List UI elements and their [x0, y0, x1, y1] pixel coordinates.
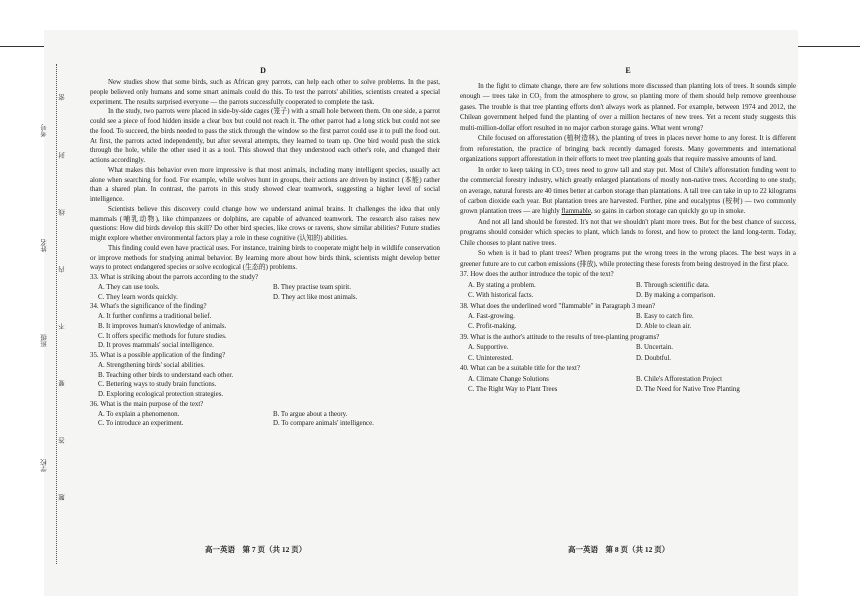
option: B. Chile's Afforestation Project	[636, 375, 723, 383]
option-row	[460, 322, 796, 332]
option: C. It offers specific methods for future studies.	[98, 332, 227, 340]
option: B. Uncertain.	[636, 344, 673, 352]
question-35	[90, 351, 440, 400]
section-letter-d: D	[260, 66, 266, 75]
option-row	[460, 385, 796, 395]
question-stem: 35. What is a possible application of the finding?	[90, 352, 226, 359]
option: B. To argue about a theory.	[273, 410, 348, 418]
binding-margin	[12, 64, 72, 564]
passage-e-paragraph: Chile focused on afforestation (植树造林), the planting of trees in places never home to any forest. It is different from reforestation, the practice of bringing back recently damaged forests. Many governments and international organizations support afforestation in their efforts to meet tree planting goals that require massive amounts of land.	[460, 135, 796, 164]
question-stem: 34. What's the significance of the finding?	[90, 303, 207, 311]
option-row	[90, 332, 440, 342]
option-row	[90, 380, 440, 390]
question-33	[90, 273, 440, 302]
option-row	[460, 354, 796, 364]
option: A. To explain a phenomenon.	[98, 410, 180, 418]
margin-label-name: 姓名	[41, 239, 48, 252]
question-38	[460, 302, 796, 333]
option: A. Supportive.	[468, 344, 509, 352]
passage-e-paragraph: And not all land should be forested. It's not that we shouldn't plant more trees. But for the best chance of success, programs should consider which species to plant, which lands to forest, and how to protect the land long-term. Today, Chile chooses to plant native trees.	[460, 218, 796, 247]
option: C. Uninterested.	[468, 354, 513, 362]
section-letter-e: E	[625, 66, 631, 75]
option: B. Through scientific data.	[636, 281, 710, 289]
option: B. Easy to catch fire.	[636, 312, 694, 320]
seal-char: 不	[59, 323, 66, 330]
option: B. Teaching other birds to understand each other.	[98, 371, 234, 379]
option: A. Strengthening birds' social abilities.	[98, 361, 205, 369]
option: A. They can use tools.	[98, 283, 160, 291]
question-stem: 37. How does the author introduce the topic of the text?	[460, 271, 614, 279]
option: D. Exploring ecological protection strategies.	[98, 391, 224, 398]
option-row	[460, 281, 796, 291]
option: B. They practise team spirit.	[273, 283, 351, 291]
passage-d-paragraph: New studies show that some birds, such as African grey parrots, can help each other to solve problems. In the past, people believed only humans and some smart animals could do this. To test the parrots' abilities, scientists created a special experiment. The results surprised everyone — the parrots successfully cooperated to complete the task.	[90, 79, 440, 106]
option: C. Bettering ways to study brain functions.	[98, 381, 217, 389]
option-row	[90, 371, 440, 381]
option-row	[460, 291, 796, 301]
option-row	[90, 293, 440, 303]
option: D. It proves mammals' social intelligence.	[98, 342, 214, 350]
option: A. Climate Change Solutions	[468, 375, 549, 383]
passage-d-paragraph: Scientists believe this discovery could change how we understand animal brains. It challenges the idea that only mammals (哺乳动物), like chimpanzees or dolphins, are capable of advanced teamwork. The research also raises new questions: How did birds develop this skill? Do other bird species, like crows or ravens, show similar abilities? Future studies might explore whether environmental factors play a role in these cognitive (认知的) abilities.	[90, 205, 440, 242]
seal-char: 密	[59, 94, 66, 101]
seal-line	[56, 64, 57, 564]
option: A. By stating a problem.	[468, 281, 536, 289]
question-37	[460, 270, 796, 301]
option: D. Able to clean air.	[636, 323, 692, 331]
top-rule-left	[0, 46, 46, 47]
passage-d-paragraph: In the study, two parrots were placed in side-by-side cages (笼子) with a small hole between them. On one side, a parrot could see a piece of food hidden inside a clear box but could not reach it. The other parrot had a long stick but could not see the food. To succeed, the birds needed to pass the stick through the window so the first parrot could use it to pull the food out. At first, the parrots acted independently, but after several attempts, they learned to team up. One bird would push the stick through the hole, while the other used it as a tool. This showed that they understood each other's role, and changed their actions accordingly.	[90, 108, 440, 164]
option: C. To introduce an experiment.	[98, 420, 184, 428]
question-stem: 39. What is the author's attitude to the results of tree-planting programs?	[460, 333, 660, 341]
question-34	[90, 302, 440, 351]
seal-char: 答	[59, 437, 66, 444]
question-39	[460, 333, 796, 364]
option: D. Doubtful.	[636, 354, 672, 362]
option-row	[90, 410, 440, 420]
option-row	[460, 375, 796, 385]
option-row	[90, 419, 440, 429]
passage-d	[90, 78, 440, 429]
question-stem: 40. What can be a suitable title for the text?	[460, 365, 581, 373]
question-stem: 33. What is striking about the parrots according to the study?	[90, 274, 259, 281]
margin-label-class: 班级	[41, 334, 48, 347]
question-36	[90, 400, 440, 429]
seal-char: 要	[59, 380, 66, 387]
paragraph-text: , so gains in carbon storage can quickly go up in smoke.	[590, 208, 746, 216]
seal-char: 线	[59, 209, 66, 216]
passage-e-paragraph: In the fight to climate change, there are few solutions more discussed than planting lots of trees. It sounds simple enough — trees take in CO₂ from the atmosphere to grow, so planting more of them should help remove greenhouse gases. The trouble is that tree planting efforts don't always work as planned. For example, between 1974 and 2012, the Chilean government helped fund the planting of over a million hectares of new trees. Yet a recent study suggests this multi-million-dollar effort resulted in no major carbon storage gains. What went wrong?	[460, 83, 796, 132]
option-row	[90, 361, 440, 371]
question-stem: 38. What does the underlined word "flammable" in Paragraph 3 mean?	[460, 302, 656, 310]
page-footer-right: 高一英语 第 8 页（共 12 页）	[568, 545, 670, 554]
option: D. The Need for Native Tree Planting	[636, 386, 740, 394]
option-row	[90, 390, 440, 400]
option: D. To compare animals' intelligence.	[273, 420, 374, 428]
question-40	[460, 364, 796, 395]
option: C. The Right Way to Plant Trees	[468, 386, 558, 394]
seal-char: 题	[59, 494, 66, 501]
option-row	[90, 312, 440, 322]
top-rule-right	[798, 46, 860, 47]
seal-char: 封	[59, 152, 66, 159]
option: C. They learn words quickly.	[98, 293, 178, 301]
option-row	[90, 322, 440, 332]
underlined-word: flammable	[561, 208, 591, 216]
option: C. With historical facts.	[468, 292, 534, 300]
question-stem: 36. What is the main purpose of the text?	[90, 400, 204, 408]
margin-label-exam-number: 考号	[41, 124, 48, 137]
option-row	[460, 343, 796, 353]
option-row	[460, 312, 796, 322]
margin-label-school: 学校	[41, 459, 48, 472]
page-footer-left: 高一英语 第 7 页（共 12 页）	[205, 545, 307, 554]
option: A. It further confirms a traditional belief.	[98, 313, 212, 320]
option: D. By making a comparison.	[636, 292, 716, 300]
option: B. It improves human's knowledge of animals.	[98, 322, 227, 330]
option-row	[90, 341, 440, 351]
paragraph-text: In order to keep taking in CO₂ trees need to grow tall and stay put. Most of Chile's afforestation funding went to the commercial forestry industry, which greatly enlarged plantations of mostly non-native trees. According to one study, on average, natural forests are 40 times better at carbon storage than plantations. A tall tree can take in up to 22 kilograms of carbon dioxide each year. But plantation trees are harvested. Further, pine and eucalyptus (桉树) — two commonly grown plantation trees — are highly	[460, 166, 796, 216]
option: C. Profit-making.	[468, 323, 517, 331]
passage-e-paragraph	[460, 166, 796, 218]
passage-e	[460, 82, 796, 396]
passage-d-paragraph: What makes this behavior even more impressive is that most animals, including many intelligent species, usually act alone when searching for food. For example, while wolves hunt in groups, their actions are driven by instinct (本能) rather than a shared plan. In contrast, the parrots in this study showed clear teamwork, suggesting a higher level of social intelligence.	[90, 166, 440, 203]
seal-char: 内	[59, 266, 66, 273]
option-row	[90, 283, 440, 293]
passage-e-paragraph: So when is it bad to plant trees? When programs put the wrong trees in the wrong places. The best ways in a greener future are to cut carbon emissions (排放), while protecting these forests from being destroyed in the first place.	[460, 250, 796, 268]
passage-d-paragraph: This finding could even have practical uses. For instance, training birds to cooperate might help in wildlife conservation or improve methods for studying animal behavior. By learning more about how birds think, scientists might develop better ways to protect endangered species or solve ecological (生态的) problems.	[90, 244, 440, 272]
option: D. They act like most animals.	[273, 293, 358, 301]
option: A. Fast-growing.	[468, 312, 515, 320]
